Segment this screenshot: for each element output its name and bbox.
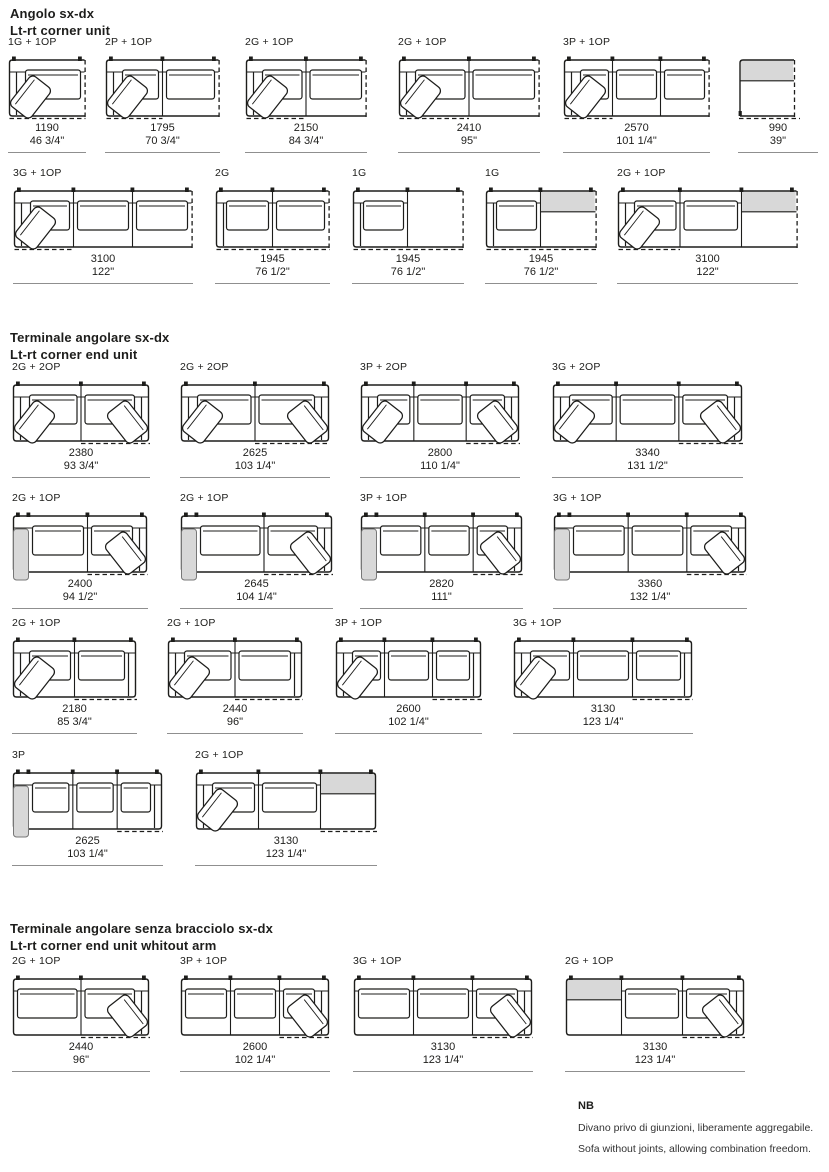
dimension-underline (180, 1071, 330, 1072)
sofa-unit (195, 749, 377, 866)
dimension-mm: 2150 (293, 122, 319, 134)
dimension-inches: 39" (769, 135, 787, 147)
sofa-unit (245, 36, 367, 153)
unit-config-label: 3G + 2OP (552, 361, 601, 373)
dimension-underline (8, 152, 86, 153)
sofa-unit (180, 492, 333, 609)
dimension-underline (553, 608, 747, 609)
dimension-mm: 990 (768, 122, 788, 134)
unit-dimensions (180, 578, 333, 604)
dimension-underline (398, 152, 540, 153)
unit-config-label: 2G + 1OP (12, 617, 61, 629)
dimension-mm: 2180 (62, 703, 87, 715)
unit-config-label: 3P + 1OP (563, 36, 611, 48)
unit-row (0, 617, 829, 757)
unit-dimensions (398, 122, 540, 148)
sofa-plan-diagram (195, 767, 377, 841)
unit-dimensions (513, 703, 693, 729)
sofa-unit (353, 955, 533, 1072)
unit-dimensions (553, 578, 747, 604)
unit-dimensions (105, 122, 220, 148)
unit-row (0, 167, 829, 307)
dimension-inches: 93 3/4" (63, 460, 99, 472)
unit-config-label: 3P + 1OP (180, 955, 228, 967)
dimension-inches: 46 3/4" (29, 135, 65, 147)
sofa-unit (352, 167, 464, 284)
dimension-inches: 110 1/4" (420, 460, 460, 472)
dimension-underline (563, 152, 710, 153)
sofa-plan-diagram (180, 973, 330, 1047)
nb-line-it: Divano privo di giunzioni, liberamente aggregabile. (578, 1122, 814, 1134)
dimension-mm: 2600 (242, 1041, 268, 1053)
dimension-underline (12, 608, 148, 609)
dimension-mm: 2440 (68, 1041, 94, 1053)
unit-dimensions (245, 122, 367, 148)
section-title-en: Lt-rt corner end unit whitout arm (10, 937, 217, 953)
unit-row (0, 955, 829, 1095)
dimension-inches: 131 1/2" (627, 460, 668, 472)
dimension-mm: 1945 (528, 253, 554, 265)
sofa-unit (738, 36, 818, 153)
dimension-inches: 123 1/4" (582, 716, 624, 728)
dimension-mm: 2820 (429, 578, 454, 590)
dimension-underline (12, 865, 163, 866)
sofa-plan-diagram (398, 54, 540, 128)
dimension-inches: 103 1/4" (67, 848, 108, 860)
dimension-inches: 122" (696, 266, 719, 278)
unit-dimensions (195, 835, 377, 861)
dimension-mm: 3130 (642, 1041, 668, 1053)
section-title-en: Lt-rt corner unit (10, 22, 111, 38)
dimension-underline (352, 283, 464, 284)
dimension-underline (360, 477, 520, 478)
dimension-underline (12, 733, 137, 734)
dimension-mm: 2645 (244, 578, 269, 590)
sofa-unit (513, 617, 693, 734)
dimension-mm: 1795 (150, 122, 175, 134)
sofa-plan-diagram (485, 185, 597, 259)
dimension-mm: 2410 (456, 122, 482, 134)
unit-config-label: 1G + 1OP (8, 36, 57, 48)
unit-row (0, 749, 829, 889)
dimension-inches: 96" (226, 716, 244, 728)
sofa-plan-diagram (12, 379, 150, 453)
dimension-inches: 132 1/4" (629, 591, 671, 603)
sofa-unit (552, 361, 743, 478)
dimension-mm: 3130 (590, 703, 616, 715)
unit-row (0, 361, 829, 501)
unit-config-label: 2G (215, 167, 230, 179)
sofa-unit (617, 167, 798, 284)
sofa-plan-diagram (8, 54, 86, 128)
unit-dimensions (12, 578, 148, 604)
unit-dimensions (180, 447, 330, 473)
sofa-unit (553, 492, 747, 609)
sofa-plan-diagram (180, 510, 333, 584)
sofa-plan-diagram (13, 185, 193, 259)
sofa-unit (360, 361, 520, 478)
unit-dimensions (8, 122, 86, 148)
dimension-underline (105, 152, 220, 153)
unit-config-label: 3G + 1OP (513, 617, 562, 629)
dimension-underline (180, 477, 330, 478)
dimension-inches: 123 1/4" (265, 848, 307, 860)
dimension-inches: 84 3/4" (288, 135, 324, 147)
nb-line-en: Sofa without joints, allowing combination freedom. (578, 1143, 811, 1155)
dimension-underline (360, 608, 523, 609)
dimension-mm: 2600 (396, 703, 421, 715)
sofa-plan-diagram (167, 635, 303, 709)
unit-dimensions (12, 703, 137, 729)
unit-dimensions (180, 1041, 330, 1067)
dimension-mm: 1190 (35, 122, 59, 134)
unit-config-label: 2G + 1OP (12, 492, 61, 504)
section-title-it: Angolo sx-dx (10, 6, 95, 21)
dimension-inches: 123 1/4" (422, 1054, 464, 1066)
sofa-plan-diagram (617, 185, 798, 259)
unit-config-label: 2G + 1OP (12, 955, 61, 967)
unit-config-label: 2P + 1OP (105, 36, 153, 48)
unit-config-label: 3G + 1OP (13, 167, 62, 179)
sofa-unit (485, 167, 597, 284)
sofa-unit (13, 167, 193, 284)
section-header (10, 6, 110, 39)
sofa-unit (12, 749, 163, 866)
sofa-unit (565, 955, 745, 1072)
sofa-plan-diagram (360, 379, 520, 453)
sofa-plan-diagram (360, 510, 523, 584)
dimension-underline (245, 152, 367, 153)
dimension-mm: 3340 (635, 447, 660, 459)
sofa-unit (8, 36, 86, 153)
dimension-mm: 2440 (222, 703, 248, 715)
unit-config-label: 3G + 1OP (353, 955, 402, 967)
dimension-inches: 102 1/4" (388, 716, 429, 728)
dimension-inches: 94 1/2" (62, 591, 98, 603)
dimension-underline (180, 608, 333, 609)
dimension-inches: 122" (91, 266, 115, 278)
sofa-plan-diagram (513, 635, 693, 709)
dimension-underline (215, 283, 330, 284)
sofa-unit (335, 617, 482, 734)
sofa-plan-diagram (738, 54, 818, 128)
nb-title: NB (578, 1100, 594, 1112)
sofa-plan-diagram (553, 510, 747, 584)
sofa-unit (398, 36, 540, 153)
unit-config-label: 3P (12, 749, 26, 761)
unit-dimensions (353, 1041, 533, 1067)
unit-dimensions (12, 447, 150, 473)
dimension-underline (335, 733, 482, 734)
dimension-mm: 3130 (273, 835, 299, 847)
dimension-inches: 104 1/4" (236, 591, 277, 603)
dimension-underline (13, 283, 193, 284)
unit-config-label: 2G + 1OP (617, 167, 666, 179)
section-title-it: Terminale angolare senza bracciolo sx-dx (10, 921, 273, 936)
sofa-plan-diagram (12, 973, 150, 1047)
sofa-unit (360, 492, 523, 609)
unit-row (0, 492, 829, 632)
dimension-mm: 3100 (695, 253, 720, 265)
dimension-inches: 85 3/4" (57, 716, 92, 728)
dimension-inches: 103 1/4" (234, 460, 276, 472)
unit-config-label: 3P + 1OP (335, 617, 383, 629)
unit-config-label: 1G (352, 167, 367, 179)
dimension-underline (565, 1071, 745, 1072)
dimension-underline (167, 733, 303, 734)
dimension-mm: 2625 (242, 447, 268, 459)
dimension-underline (12, 1071, 150, 1072)
sofa-plan-diagram (353, 973, 533, 1047)
sofa-unit (105, 36, 220, 153)
sofa-plan-diagram (180, 379, 330, 453)
sofa-unit (12, 955, 150, 1072)
dimension-underline (617, 283, 798, 284)
dimension-underline (552, 477, 743, 478)
unit-dimensions (360, 578, 523, 604)
unit-dimensions (563, 122, 710, 148)
unit-dimensions (565, 1041, 745, 1067)
sofa-unit (12, 361, 150, 478)
dimension-mm: 3100 (90, 253, 116, 265)
sofa-plan-diagram (565, 973, 745, 1047)
dimension-mm: 2625 (75, 835, 100, 847)
unit-config-label: 2G + 2OP (180, 361, 229, 373)
unit-config-label: 2G + 1OP (245, 36, 294, 48)
sofa-unit (180, 955, 330, 1072)
dimension-mm: 3360 (637, 578, 663, 590)
sofa-plan-diagram (563, 54, 710, 128)
dimension-inches: 96" (72, 1054, 90, 1066)
unit-row (0, 36, 829, 176)
dimension-mm: 1945 (395, 253, 421, 265)
dimension-inches: 101 1/4" (616, 135, 657, 147)
dimension-underline (353, 1071, 533, 1072)
dimension-inches: 76 1/2" (390, 266, 426, 278)
sofa-plan-diagram (352, 185, 464, 259)
dimension-inches: 95" (460, 135, 478, 147)
sofa-plan-diagram (245, 54, 367, 128)
dimension-inches: 111" (431, 591, 452, 603)
section-title-it: Terminale angolare sx-dx (10, 330, 170, 345)
unit-dimensions (13, 253, 193, 279)
sofa-unit (167, 617, 303, 734)
sofa-unit (215, 167, 330, 284)
dimension-mm: 2400 (67, 578, 93, 590)
dimension-inches: 76 1/2" (255, 266, 290, 278)
unit-dimensions (335, 703, 482, 729)
sofa-unit (12, 617, 137, 734)
sofa-plan-diagram (335, 635, 482, 709)
unit-config-label: 2G + 1OP (167, 617, 216, 629)
unit-dimensions (12, 1041, 150, 1067)
sofa-unit (180, 361, 330, 478)
section-header (10, 330, 169, 363)
unit-dimensions (215, 253, 330, 279)
unit-config-label: 2G + 1OP (195, 749, 244, 761)
sofa-plan-diagram (105, 54, 220, 128)
unit-config-label: 1G (485, 167, 500, 179)
dimension-mm: 2800 (427, 447, 453, 459)
unit-dimensions (552, 447, 743, 473)
dimension-mm: 3130 (430, 1041, 456, 1053)
dimension-inches: 123 1/4" (634, 1054, 676, 1066)
nb-note (578, 1098, 813, 1160)
sofa-unit (563, 36, 710, 153)
unit-dimensions (738, 122, 818, 148)
unit-config-label: 2G + 1OP (180, 492, 229, 504)
unit-dimensions (485, 253, 597, 279)
unit-dimensions (12, 835, 163, 861)
dimension-mm: 2570 (624, 122, 649, 134)
unit-dimensions (352, 253, 464, 279)
sofa-plan-diagram (215, 185, 330, 259)
unit-dimensions (167, 703, 303, 729)
dimension-underline (513, 733, 693, 734)
dimension-underline (195, 865, 377, 866)
dimension-underline (738, 152, 818, 153)
unit-config-label: 2G + 2OP (12, 361, 61, 373)
sofa-plan-diagram (12, 510, 148, 584)
sofa-plan-diagram (552, 379, 743, 453)
dimension-inches: 70 3/4" (145, 135, 180, 147)
sofa-plan-diagram (12, 635, 137, 709)
dimension-mm: 2380 (68, 447, 94, 459)
sofa-unit (12, 492, 148, 609)
unit-dimensions (360, 447, 520, 473)
dimension-underline (12, 477, 150, 478)
unit-config-label: 3P + 1OP (360, 492, 408, 504)
unit-dimensions (617, 253, 798, 279)
unit-config-label: 2G + 1OP (565, 955, 614, 967)
unit-config-label: 3G + 1OP (553, 492, 602, 504)
dimension-mm: 1945 (260, 253, 285, 265)
dimension-inches: 76 1/2" (523, 266, 559, 278)
unit-config-label: 3P + 2OP (360, 361, 408, 373)
dimension-underline (485, 283, 597, 284)
sofa-plan-diagram (12, 767, 163, 841)
section-title-en: Lt-rt corner end unit (10, 346, 138, 362)
dimension-inches: 102 1/4" (234, 1054, 276, 1066)
unit-config-label: 2G + 1OP (398, 36, 447, 48)
unit-config-label (738, 36, 818, 50)
section-header (10, 921, 273, 954)
